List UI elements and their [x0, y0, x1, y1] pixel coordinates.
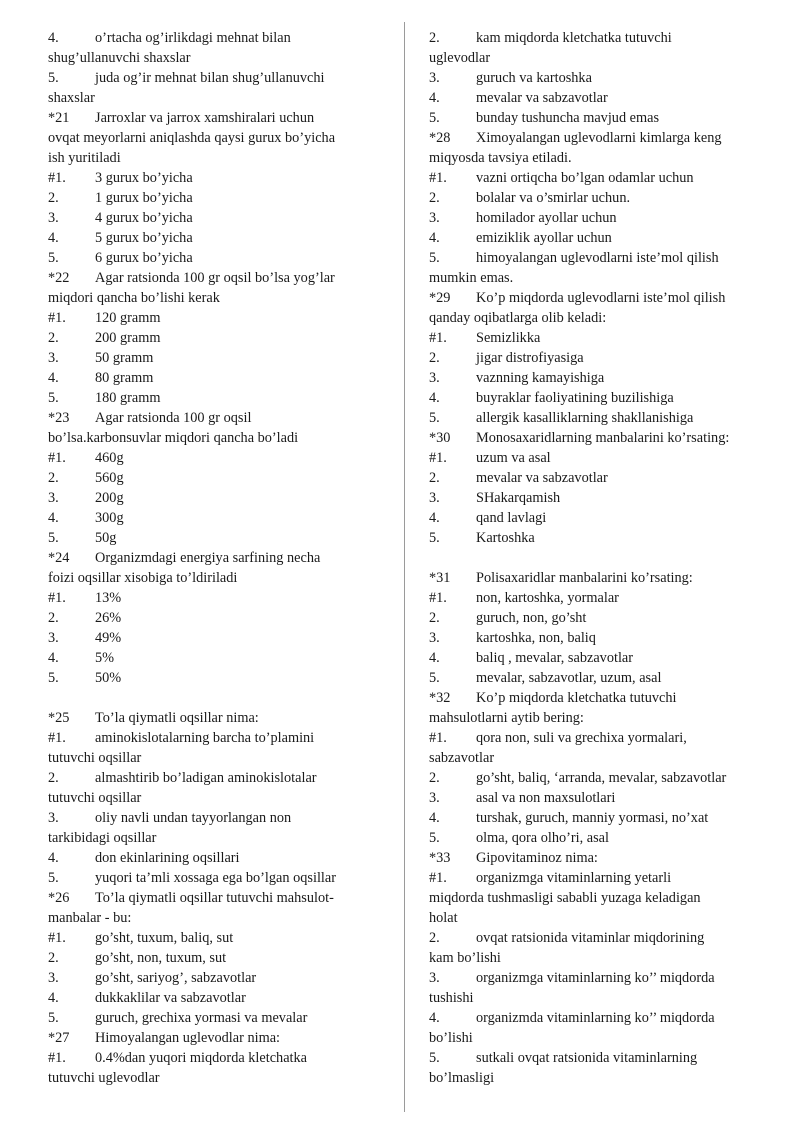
- text-line: [48, 1068, 373, 1088]
- text-line: [429, 768, 764, 788]
- item-number: 3.: [429, 790, 440, 806]
- item-number: #1.: [429, 590, 447, 606]
- item-text: ovqat meyorlarni aniqlashda qaysi gurux bo’yicha: [48, 130, 336, 146]
- item-number: 5.: [429, 250, 440, 266]
- item-text: uzum va asal: [476, 450, 551, 466]
- text-line: [48, 848, 373, 868]
- text-line: [48, 588, 373, 608]
- item-number: 2.: [48, 470, 59, 486]
- item-text: miqyosda tavsiya etiladi.: [429, 150, 572, 166]
- item-text: yuqori ta’mli xossaga ega bo’lgan oqsillar: [95, 870, 337, 886]
- item-number: 3.: [429, 370, 440, 386]
- text-line: [48, 48, 373, 68]
- item-number: #1.: [429, 870, 447, 886]
- right-column: [429, 28, 764, 1088]
- item-text: 13%: [95, 590, 122, 606]
- item-text: guruch, non, go’sht: [476, 610, 587, 626]
- text-line: [429, 188, 764, 208]
- text-line: [429, 928, 764, 948]
- text-line: [429, 108, 764, 128]
- item-number: 5.: [429, 410, 440, 426]
- item-text: organizmda vitaminlarning ko’’ miqdorda: [476, 1010, 715, 1026]
- text-line: [429, 28, 764, 48]
- item-text: Semizlikka: [476, 330, 541, 346]
- blank-line: [48, 688, 373, 708]
- item-text: jigar distrofiyasiga: [476, 350, 584, 366]
- item-number: *23: [48, 410, 70, 426]
- text-line: [429, 348, 764, 368]
- text-line: [429, 888, 764, 908]
- text-line: [429, 988, 764, 1008]
- item-number: 4.: [48, 650, 59, 666]
- text-line: [48, 648, 373, 668]
- text-line: [48, 868, 373, 888]
- item-number: 2.: [429, 930, 440, 946]
- item-number: 4.: [48, 230, 59, 246]
- text-line: [48, 928, 373, 948]
- item-text: qanday oqibatlarga olib keladi:: [429, 310, 607, 326]
- item-text: mevalar va sabzavotlar: [476, 90, 608, 106]
- text-line: [429, 508, 764, 528]
- item-text: tutuvchi uglevodlar: [48, 1070, 160, 1086]
- item-text: buyraklar faoliyatining buzilishiga: [476, 390, 674, 406]
- text-line: [429, 428, 764, 448]
- text-line: [48, 628, 373, 648]
- item-text: qand lavlagi: [476, 510, 547, 526]
- item-number: #1.: [429, 330, 447, 346]
- text-line: [429, 1008, 764, 1028]
- text-line: [48, 1028, 373, 1048]
- item-number: 2.: [48, 330, 59, 346]
- item-text: guruch va kartoshka: [476, 70, 592, 86]
- text-line: [48, 28, 373, 48]
- item-number: 2.: [429, 30, 440, 46]
- text-line: [429, 88, 764, 108]
- item-number: #1.: [429, 170, 447, 186]
- text-line: [48, 768, 373, 788]
- item-number: #1.: [48, 450, 66, 466]
- item-text: 49%: [95, 630, 122, 646]
- text-line: [429, 828, 764, 848]
- text-line: [429, 288, 764, 308]
- item-text: 200 gramm: [95, 330, 161, 346]
- item-number: 3.: [48, 630, 59, 646]
- item-text: ovqat ratsionida vitaminlar miqdorining: [476, 930, 705, 946]
- item-number: #1.: [48, 170, 66, 186]
- item-text: tarkibidagi oqsillar: [48, 830, 157, 846]
- item-text: 0.4%dan yuqori miqdorda kletchatka: [95, 1050, 308, 1066]
- item-number: 5.: [429, 110, 440, 126]
- text-line: [429, 688, 764, 708]
- item-number: 4.: [429, 390, 440, 406]
- item-number: 4.: [429, 650, 440, 666]
- item-number: *26: [48, 890, 70, 906]
- text-line: [48, 228, 373, 248]
- item-number: #1.: [48, 1050, 66, 1066]
- text-line: [48, 348, 373, 368]
- text-line: [48, 448, 373, 468]
- text-line: [48, 728, 373, 748]
- text-line: [429, 628, 764, 648]
- item-text: oliy navli undan tayyorlangan non: [95, 810, 292, 826]
- item-text: 300g: [95, 510, 124, 526]
- item-number: 5.: [48, 870, 59, 886]
- item-number: 3.: [429, 70, 440, 86]
- text-line: [429, 848, 764, 868]
- item-text: kartoshka, non, baliq: [476, 630, 596, 646]
- item-text: Ximoyalangan uglevodlarni kimlarga keng: [476, 130, 722, 146]
- column-divider: [404, 22, 405, 1112]
- item-number: *32: [429, 690, 451, 706]
- text-line: [48, 548, 373, 568]
- text-line: [429, 268, 764, 288]
- item-text: bo’lishi: [429, 1030, 473, 1046]
- item-text: qora non, suli va grechixa yormalari,: [476, 730, 687, 746]
- item-number: 4.: [429, 90, 440, 106]
- item-text: himoyalangan uglevodlarni iste’mol qilish: [476, 250, 719, 266]
- text-line: [48, 188, 373, 208]
- item-number: #1.: [48, 590, 66, 606]
- item-text: juda og’ir mehnat bilan shug’ullanuvchi: [95, 70, 325, 86]
- text-line: [48, 68, 373, 88]
- item-text: 200g: [95, 490, 124, 506]
- item-number: 2.: [429, 610, 440, 626]
- item-number: *24: [48, 550, 70, 566]
- text-line: [429, 868, 764, 888]
- item-number: 3.: [48, 210, 59, 226]
- item-text: Gipovitaminoz nima:: [476, 850, 598, 866]
- item-text: o’rtacha og’irlikdagi mehnat bilan: [95, 30, 291, 46]
- item-text: shaxslar: [48, 90, 95, 106]
- text-line: [429, 908, 764, 928]
- item-text: emiziklik ayollar uchun: [476, 230, 612, 246]
- item-number: 3.: [429, 490, 440, 506]
- blank-line: [429, 548, 764, 568]
- item-text: Jarroxlar va jarrox xamshiralari uchun: [95, 110, 315, 126]
- item-text: vazni ortiqcha bo’lgan odamlar uchun: [476, 170, 694, 186]
- item-text: non, kartoshka, yormalar: [476, 590, 619, 606]
- item-text: mahsulotlarni aytib bering:: [429, 710, 584, 726]
- item-number: 2.: [429, 350, 440, 366]
- item-text: To’la qiymatli oqsillar nima:: [95, 710, 259, 726]
- item-number: 5.: [429, 830, 440, 846]
- item-text: kam miqdorda kletchatka tutuvchi: [476, 30, 672, 46]
- item-text: 50 gramm: [95, 350, 154, 366]
- item-number: 5.: [48, 390, 59, 406]
- item-number: 3.: [429, 630, 440, 646]
- item-number: *22: [48, 270, 70, 286]
- item-text: 460g: [95, 450, 124, 466]
- text-line: [429, 968, 764, 988]
- item-number: 4.: [48, 370, 59, 386]
- text-line: [429, 468, 764, 488]
- text-line: [429, 528, 764, 548]
- item-text: uglevodlar: [429, 50, 491, 66]
- item-text: Ko’p miqdorda uglevodlarni iste’mol qilish: [476, 290, 726, 306]
- text-line: [429, 68, 764, 88]
- text-line: [48, 388, 373, 408]
- item-text: organizmga vitaminlarning ko’’ miqdorda: [476, 970, 715, 986]
- item-text: manbalar - bu:: [48, 910, 132, 926]
- item-text: Ko’p miqdorda kletchatka tutuvchi: [476, 690, 677, 706]
- item-text: bo’lsa.karbonsuvlar miqdori qancha bo’ladi: [48, 430, 299, 446]
- text-line: [48, 908, 373, 928]
- text-line: [48, 208, 373, 228]
- text-line: [48, 1008, 373, 1028]
- item-text: go’sht, non, tuxum, sut: [95, 950, 227, 966]
- text-line: [48, 788, 373, 808]
- text-line: [48, 268, 373, 288]
- item-number: 5.: [48, 250, 59, 266]
- text-line: [429, 1068, 764, 1088]
- item-number: 2.: [429, 190, 440, 206]
- item-text: sabzavotlar: [429, 750, 495, 766]
- text-line: [429, 568, 764, 588]
- item-number: #1.: [48, 310, 66, 326]
- item-text: 26%: [95, 610, 122, 626]
- item-text: go’sht, sariyog’, sabzavotlar: [95, 970, 257, 986]
- item-number: 2.: [48, 950, 59, 966]
- text-line: [429, 808, 764, 828]
- item-text: homilador ayollar uchun: [476, 210, 617, 226]
- item-text: organizmga vitaminlarning yetarli: [476, 870, 672, 886]
- text-line: [48, 88, 373, 108]
- item-number: 3.: [429, 970, 440, 986]
- item-text: turshak, guruch, manniy yormasi, no’xat: [476, 810, 709, 826]
- item-number: 5.: [429, 670, 440, 686]
- text-line: [429, 728, 764, 748]
- item-number: 3.: [48, 970, 59, 986]
- item-text: go’sht, tuxum, baliq, sut: [95, 930, 234, 946]
- item-text: 6 gurux bo’yicha: [95, 250, 193, 266]
- item-text: olma, qora olho’ri, asal: [476, 830, 610, 846]
- text-line: [429, 788, 764, 808]
- text-line: [429, 1028, 764, 1048]
- item-number: 3.: [429, 210, 440, 226]
- text-line: [48, 608, 373, 628]
- text-line: [429, 448, 764, 468]
- text-line: [429, 368, 764, 388]
- text-line: [48, 568, 373, 588]
- item-number: 3.: [48, 490, 59, 506]
- item-number: 2.: [48, 770, 59, 786]
- item-text: asal va non maxsulotlari: [476, 790, 616, 806]
- item-number: *28: [429, 130, 451, 146]
- item-text: To’la qiymatli oqsillar tutuvchi mahsulot-: [95, 890, 334, 906]
- item-text: 3 gurux bo’yicha: [95, 170, 193, 186]
- text-line: [48, 308, 373, 328]
- item-text: guruch, grechixa yormasi va mevalar: [95, 1010, 308, 1026]
- item-text: almashtirib bo’ladigan aminokislotalar: [95, 770, 317, 786]
- item-text: vaznning kamayishiga: [476, 370, 605, 386]
- item-text: Kartoshka: [476, 530, 535, 546]
- text-line: [429, 248, 764, 268]
- item-text: allergik kasalliklarning shakllanishiga: [476, 410, 694, 426]
- item-number: 3.: [48, 350, 59, 366]
- text-line: [429, 1048, 764, 1068]
- item-number: 3.: [48, 810, 59, 826]
- text-line: [429, 948, 764, 968]
- item-text: dukkaklilar va sabzavotlar: [95, 990, 246, 1006]
- text-line: [48, 108, 373, 128]
- item-text: Organizmdagi energiya sarfining necha: [95, 550, 321, 566]
- item-number: 5.: [48, 530, 59, 546]
- text-line: [48, 168, 373, 188]
- item-text: holat: [429, 910, 458, 926]
- text-line: [48, 948, 373, 968]
- item-number: 5.: [429, 1050, 440, 1066]
- item-text: ish yuritiladi: [48, 150, 121, 166]
- item-number: *33: [429, 850, 451, 866]
- item-text: miqdori qancha bo’lishi kerak: [48, 290, 220, 306]
- item-text: baliq , mevalar, sabzavotlar: [476, 650, 634, 666]
- text-line: [48, 968, 373, 988]
- text-line: [429, 228, 764, 248]
- item-number: #1.: [429, 730, 447, 746]
- text-line: [48, 888, 373, 908]
- item-text: 50%: [95, 670, 122, 686]
- left-column: [48, 28, 373, 1088]
- text-line: [429, 748, 764, 768]
- text-line: [429, 328, 764, 348]
- text-line: [48, 1048, 373, 1068]
- text-line: [48, 828, 373, 848]
- item-text: aminokislotalarning barcha to’plamini: [95, 730, 315, 746]
- item-number: #1.: [48, 930, 66, 946]
- item-text: Monosaxaridlarning manbalarini ko’rsating:: [476, 430, 730, 446]
- item-number: *29: [429, 290, 451, 306]
- text-line: [429, 148, 764, 168]
- item-text: Himoyalangan uglevodlar nima:: [95, 1030, 281, 1046]
- item-number: 2.: [429, 470, 440, 486]
- text-line: [48, 428, 373, 448]
- item-number: 5.: [48, 70, 59, 86]
- text-line: [48, 468, 373, 488]
- text-line: [429, 48, 764, 68]
- item-text: Agar ratsionda 100 gr oqsil bo’lsa yog’lar: [95, 270, 335, 286]
- text-line: [429, 208, 764, 228]
- text-line: [429, 388, 764, 408]
- item-number: #1.: [48, 730, 66, 746]
- text-line: [48, 508, 373, 528]
- item-text: tutuvchi oqsillar: [48, 790, 142, 806]
- text-line: [48, 748, 373, 768]
- item-number: 4.: [48, 30, 59, 46]
- item-text: Agar ratsionda 100 gr oqsil: [95, 410, 252, 426]
- item-number: 2.: [48, 610, 59, 626]
- item-text: mevalar, sabzavotlar, uzum, asal: [476, 670, 662, 686]
- item-number: 2.: [48, 190, 59, 206]
- item-text: bo’lmasligi: [429, 1070, 495, 1086]
- text-line: [429, 608, 764, 628]
- text-line: [48, 128, 373, 148]
- text-line: [48, 488, 373, 508]
- item-text: sutkali ovqat ratsionida vitaminlarning: [476, 1050, 698, 1066]
- item-number: *31: [429, 570, 451, 586]
- item-number: *21: [48, 110, 70, 126]
- text-line: [48, 668, 373, 688]
- item-text: 120 gramm: [95, 310, 161, 326]
- item-text: 180 gramm: [95, 390, 161, 406]
- item-text: foizi oqsillar xisobiga to’ldiriladi: [48, 570, 238, 586]
- text-line: [429, 168, 764, 188]
- item-text: go’sht, baliq, ‘arranda, mevalar, sabzavotlar: [476, 770, 727, 786]
- item-text: mevalar va sabzavotlar: [476, 470, 608, 486]
- item-text: don ekinlarining oqsillari: [95, 850, 240, 866]
- item-number: #1.: [429, 450, 447, 466]
- item-text: mumkin emas.: [429, 270, 514, 286]
- text-line: [48, 328, 373, 348]
- text-line: [429, 308, 764, 328]
- item-text: tutuvchi oqsillar: [48, 750, 142, 766]
- text-line: [429, 708, 764, 728]
- item-number: 4.: [429, 1010, 440, 1026]
- item-number: 4.: [429, 230, 440, 246]
- item-number: *30: [429, 430, 451, 446]
- item-text: 80 gramm: [95, 370, 154, 386]
- text-line: [429, 128, 764, 148]
- item-text: miqdorda tushmasligi sababli yuzaga keladigan: [429, 890, 701, 906]
- item-text: SHakarqamish: [476, 490, 561, 506]
- text-line: [48, 288, 373, 308]
- text-line: [48, 248, 373, 268]
- text-line: [429, 668, 764, 688]
- item-text: shug’ullanuvchi shaxslar: [48, 50, 191, 66]
- item-number: 4.: [429, 810, 440, 826]
- text-line: [48, 988, 373, 1008]
- item-text: 50g: [95, 530, 117, 546]
- item-text: kam bo’lishi: [429, 950, 501, 966]
- item-text: 4 gurux bo’yicha: [95, 210, 193, 226]
- text-line: [48, 408, 373, 428]
- text-line: [429, 408, 764, 428]
- text-line: [429, 648, 764, 668]
- item-text: 560g: [95, 470, 124, 486]
- text-line: [48, 528, 373, 548]
- item-text: bolalar va o’smirlar uchun.: [476, 190, 631, 206]
- text-line: [48, 368, 373, 388]
- item-number: *25: [48, 710, 70, 726]
- item-text: 5%: [95, 650, 115, 666]
- item-text: Polisaxaridlar manbalarini ko’rsating:: [476, 570, 693, 586]
- item-number: 4.: [48, 990, 59, 1006]
- item-number: 2.: [429, 770, 440, 786]
- text-line: [48, 808, 373, 828]
- text-line: [429, 488, 764, 508]
- item-text: tushishi: [429, 990, 474, 1006]
- item-number: 5.: [48, 670, 59, 686]
- item-number: 4.: [48, 510, 59, 526]
- text-line: [48, 708, 373, 728]
- item-number: *27: [48, 1030, 70, 1046]
- item-number: 5.: [429, 530, 440, 546]
- item-text: bunday tushuncha mavjud emas: [476, 110, 660, 126]
- item-text: 1 gurux bo’yicha: [95, 190, 193, 206]
- item-number: 4.: [429, 510, 440, 526]
- item-number: 4.: [48, 850, 59, 866]
- text-line: [48, 148, 373, 168]
- text-line: [429, 588, 764, 608]
- item-text: 5 gurux bo’yicha: [95, 230, 193, 246]
- item-number: 5.: [48, 1010, 59, 1026]
